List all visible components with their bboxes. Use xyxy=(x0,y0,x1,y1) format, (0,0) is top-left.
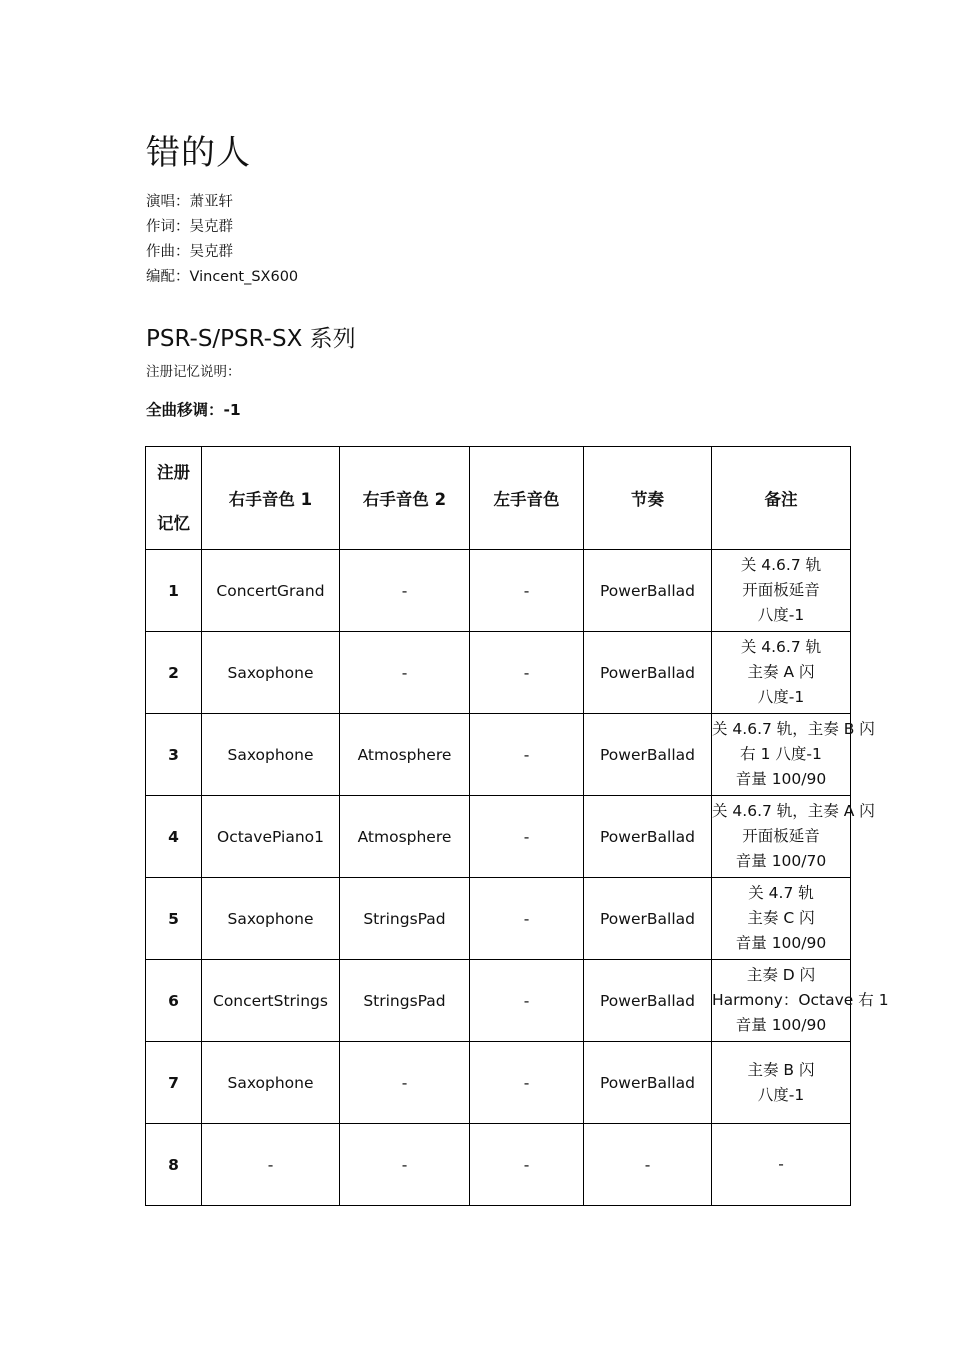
rhythm-cell: PowerBallad xyxy=(584,550,712,632)
remark-line: 音量 100/90 xyxy=(735,1016,827,1034)
remark-line: - xyxy=(778,1155,784,1173)
rhythm-cell: PowerBallad xyxy=(584,960,712,1042)
header-registration xyxy=(146,447,202,550)
right-voice-1-cell: OctavePiano1 xyxy=(202,796,340,878)
registration-number-cell: 8 xyxy=(146,1124,202,1206)
remarks-cell xyxy=(712,960,889,1042)
credit-composer: 作曲：吴克群 xyxy=(146,244,233,260)
header-right-voice-1: 右手音色 1 xyxy=(202,447,340,550)
transpose-note: 全曲移调：-1 xyxy=(146,401,241,419)
remark-line: 开面板延音 xyxy=(742,827,820,845)
remark-line: 关 4.6.7 轨，主奏 B 闪 xyxy=(712,720,875,738)
rhythm-cell: PowerBallad xyxy=(584,1042,712,1124)
rhythm-cell: PowerBallad xyxy=(584,796,712,878)
right-voice-2-cell: - xyxy=(340,1124,470,1206)
table-body xyxy=(146,550,889,1206)
rhythm-cell: PowerBallad xyxy=(584,878,712,960)
remark-line: 关 4.6.7 轨，主奏 A 闪 xyxy=(712,802,875,820)
right-voice-2-cell: Atmosphere xyxy=(340,714,470,796)
header-rhythm: 节奏 xyxy=(584,447,712,550)
table-row xyxy=(146,632,851,714)
remarks-cell xyxy=(712,714,875,796)
header-left-voice: 左手音色 xyxy=(470,447,584,550)
remark-line: 八度-1 xyxy=(757,688,805,706)
left-voice-cell: - xyxy=(470,550,584,632)
remark-line: 音量 100/90 xyxy=(735,770,827,788)
right-voice-2-cell: Atmosphere xyxy=(340,796,470,878)
table-row xyxy=(146,796,851,878)
remark-line: 主奏 D 闪 xyxy=(746,966,816,984)
remark-line: 关 4.6.7 轨 xyxy=(740,556,822,574)
series-title: PSR-S/PSR-SX 系列 xyxy=(146,326,356,352)
rhythm-cell: PowerBallad xyxy=(584,714,712,796)
remarks-cell xyxy=(712,1124,851,1206)
left-voice-cell: - xyxy=(470,796,584,878)
registration-number-cell: 3 xyxy=(146,714,202,796)
remark-line: 八度-1 xyxy=(757,1085,805,1104)
remark-line: 右 1 八度-1 xyxy=(740,745,822,763)
remark-line: 开面板延音 xyxy=(742,581,820,599)
remarks-cell xyxy=(712,632,851,714)
header-right-voice-2: 右手音色 2 xyxy=(340,447,470,550)
right-voice-1-cell: ConcertGrand xyxy=(202,550,340,632)
registration-number-cell: 5 xyxy=(146,878,202,960)
header-registration-line1: 注册 xyxy=(157,463,190,482)
right-voice-2-cell: StringsPad xyxy=(340,878,470,960)
right-voice-1-cell: Saxophone xyxy=(202,878,340,960)
left-voice-cell: - xyxy=(470,878,584,960)
registration-number-cell: 4 xyxy=(146,796,202,878)
right-voice-1-cell: ConcertStrings xyxy=(202,960,340,1042)
document-page xyxy=(146,128,889,1174)
registration-note: 注册记忆说明： xyxy=(146,364,241,380)
right-voice-1-cell: Saxophone xyxy=(202,714,340,796)
left-voice-cell: - xyxy=(470,1042,584,1124)
right-voice-2-cell: StringsPad xyxy=(340,960,470,1042)
remarks-cell xyxy=(712,796,875,878)
rhythm-cell: - xyxy=(584,1124,712,1206)
remark-line: 关 4.6.7 轨 xyxy=(740,638,822,656)
table-row xyxy=(146,714,851,796)
right-voice-1-cell: Saxophone xyxy=(202,1042,340,1124)
credit-arranger: 编配：Vincent_SX600 xyxy=(146,269,299,285)
registration-number-cell: 6 xyxy=(146,960,202,1042)
right-voice-2-cell: - xyxy=(340,1042,470,1124)
credit-singer: 演唱：萧亚轩 xyxy=(146,194,233,210)
registration-number-cell: 2 xyxy=(146,632,202,714)
table-row xyxy=(146,550,851,632)
right-voice-2-cell: - xyxy=(340,632,470,714)
right-voice-1-cell: Saxophone xyxy=(202,632,340,714)
remark-line: 主奏 A 闪 xyxy=(747,663,815,681)
remark-line: Harmony：Octave 右 1 xyxy=(712,991,889,1009)
registration-number-cell: 7 xyxy=(146,1042,202,1124)
remark-line: 音量 100/90 xyxy=(735,934,827,952)
left-voice-cell: - xyxy=(470,632,584,714)
left-voice-cell: - xyxy=(470,960,584,1042)
remark-line: 主奏 B 闪 xyxy=(747,1060,815,1079)
right-voice-1-cell: - xyxy=(202,1124,340,1206)
table-row xyxy=(146,878,851,960)
left-voice-cell: - xyxy=(470,714,584,796)
table-header-row xyxy=(146,447,851,550)
registration-number-cell: 1 xyxy=(146,550,202,632)
remark-line: 主奏 C 闪 xyxy=(747,909,815,927)
remark-line: 音量 100/70 xyxy=(735,852,827,870)
header-registration-line2: 记忆 xyxy=(157,514,190,533)
right-voice-2-cell: - xyxy=(340,550,470,632)
rhythm-cell: PowerBallad xyxy=(584,632,712,714)
remark-line: 关 4.7 轨 xyxy=(748,884,814,902)
song-title: 错的人 xyxy=(146,133,251,173)
header-remarks: 备注 xyxy=(712,447,851,550)
remarks-cell xyxy=(712,550,851,632)
remark-line: 八度-1 xyxy=(757,606,805,624)
table-row xyxy=(146,960,851,1042)
table-row xyxy=(146,1042,851,1124)
credit-lyricist: 作词：吴克群 xyxy=(146,219,233,235)
table-row xyxy=(146,1124,851,1206)
remarks-cell xyxy=(712,1042,851,1124)
remarks-cell xyxy=(712,878,851,960)
left-voice-cell: - xyxy=(470,1124,584,1206)
registration-table xyxy=(145,446,889,1206)
